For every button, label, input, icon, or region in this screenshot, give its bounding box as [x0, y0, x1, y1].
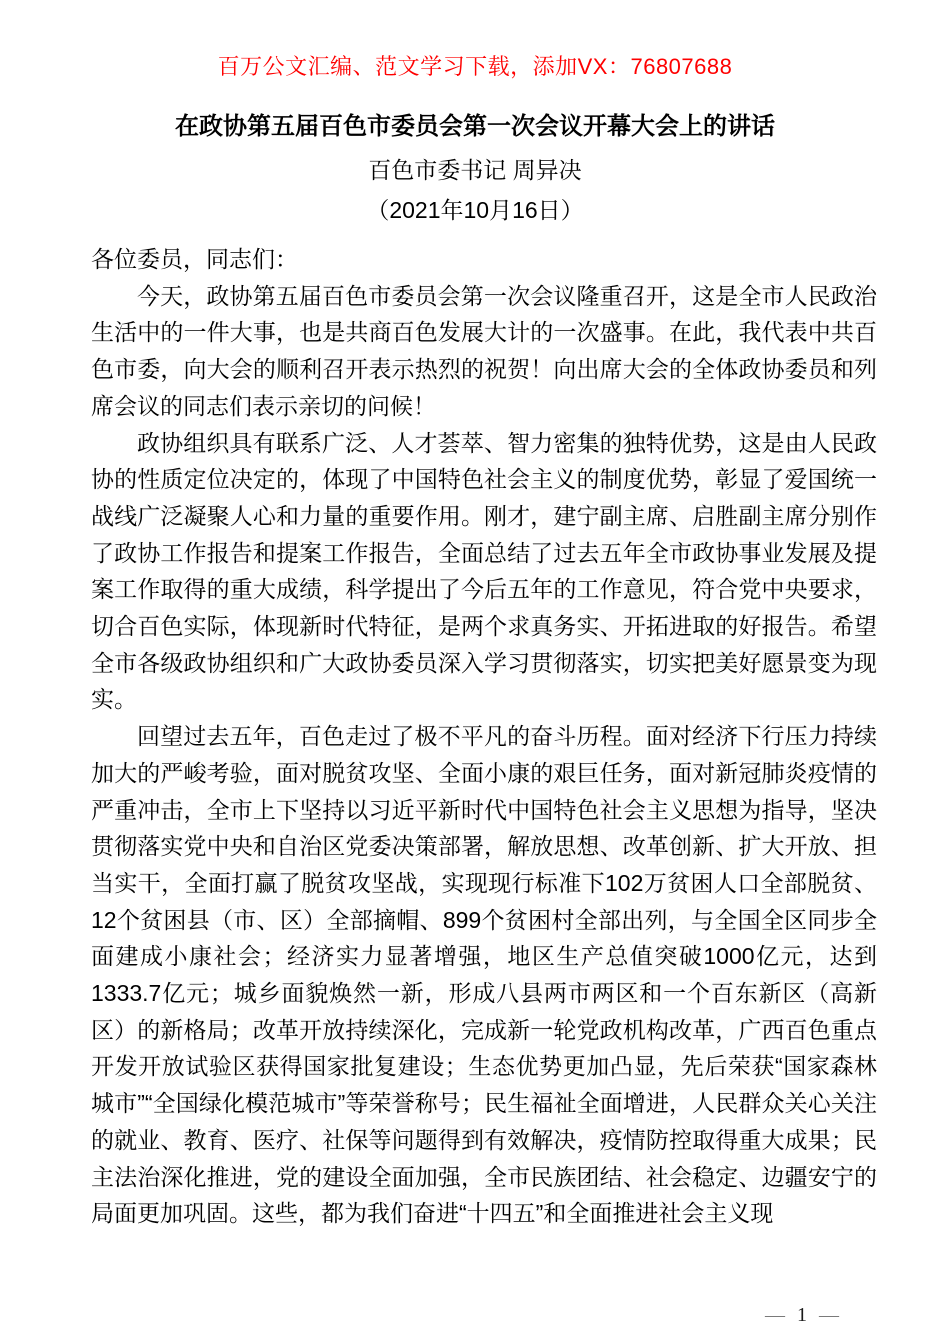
body-paragraph-3: 回望过去五年，百色走过了极不平凡的奋斗历程。面对经济下行压力持续加大的严峻考验，面对脱贫攻坚、全面小康的艰巨任务，面对新冠肺炎疫情的严重冲击，全市上下坚持以习近平新时代中国特色社会主义思想为指导，坚决贯彻落实党中央和自治区党委决策部署，解放思想、改革创新、扩大开放、担当实干，全面打赢了脱贫攻坚战，实现现行标准下102万贫困人口全部脱贫、12个贫困县（市、区）全部摘帽、899个贫困村全部出列，与全国全区同步全面建成小康社会；经济实力显著增强，地区生产总值突破1000亿元，达到1333.7亿元；城乡面貌焕然一新，形成八县两市两区和一个百东新区（高新区）的新格局；改革开放持续深化，完成新一轮党政机构改革，广西百色重点开发开放试验区获得国家批复建设；生态优势更加凸显，先后荣获“国家森林城市”“全国绿化模范城市”等荣誉称号；民生福祉全面增进，人民群众关心关注的就业、教育、医疗、社保等问题得到有效解决，疫情防控取得重大成果；民主法治深化推进，党的建设全面加强，全市民族团结、社会稳定、边疆安宁的局面更加巩固。这些，都为我们奋进“十四五”和全面推进社会主义现	[91, 723, 877, 1227]
page-number: 1	[797, 1304, 807, 1326]
page-footer	[759, 1304, 845, 1327]
body-paragraph-1: 今天，政协第五届百色市委员会第一次会议隆重召开，这是全市人民政治生活中的一件大事，也是共商百色发展大计的一次盛事。在此，我代表中共百色市委，向大会的顺利召开表示热烈的祝贺！向出席大会的全体政协委员和列席会议的同志们表示亲切的问候！	[91, 282, 877, 419]
watermark-ad-text: 百万公文汇编、范文学习下载，添加VX：76807688	[217, 54, 733, 79]
date-line: （2021年10月16日）	[366, 197, 584, 223]
document-body	[91, 241, 877, 1232]
author-line: 百色市委书记 周异决	[368, 157, 582, 183]
document-title: 在政协第五届百色市委员会第一次会议开幕大会上的讲话	[175, 113, 775, 140]
body-paragraph-2: 政协组织具有联系广泛、人才荟萃、智力密集的独特优势，这是由人民政协的性质定位决定的，体现了中国特色社会主义的制度优势，彰显了爱国统一战线广泛凝聚人心和力量的重要作用。刚才，建宁副主席、启胜副主席分别作了政协工作报告和提案工作报告，全面总结了过去五年全市政协事业发展及提案工作取得的重大成绩，科学提出了今后五年的工作意见，符合党中央要求，切合百色实际，体现新时代特征，是两个求真务实、开拓进取的好报告。希望全市各级政协组织和广大政协委员深入学习贯彻落实，切实把美好愿景变为现实。	[91, 429, 877, 713]
page-number-dash-right: —	[819, 1304, 839, 1326]
page-number-dash-left: —	[765, 1304, 785, 1326]
salutation-line: 各位委员，同志们：	[91, 246, 298, 272]
